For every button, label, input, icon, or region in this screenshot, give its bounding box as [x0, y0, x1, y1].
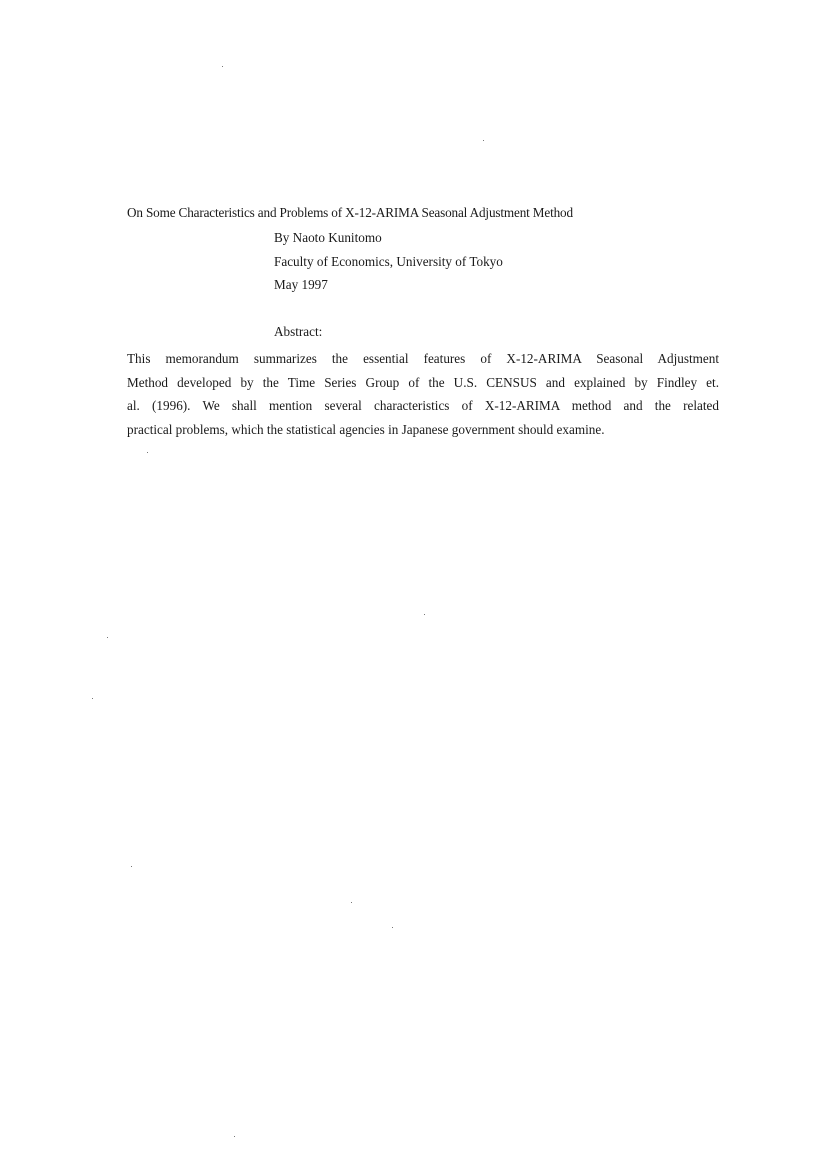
abstract-line: This memorandum summarizes the essential features of X-12-ARIMA Seasonal Adjustment: [127, 351, 719, 366]
scan-speck: [234, 1136, 235, 1137]
scan-speck: [147, 452, 148, 453]
scan-speck: [107, 637, 108, 638]
scan-speck: [424, 614, 425, 615]
abstract-heading: Abstract:: [274, 324, 323, 339]
author-line: By Naoto Kunitomo: [274, 230, 382, 245]
scan-speck: [222, 66, 223, 67]
abstract-line: practical problems, which the statistical agencies in Japanese government should examine.: [127, 421, 605, 437]
paper-title: On Some Characteristics and Problems of X-12-ARIMA Seasonal Adjustment Method: [127, 205, 573, 220]
abstract-line: Method developed by the Time Series Group of the U.S. CENSUS and explained by Findley et.: [127, 374, 719, 390]
abstract-line: al. (1996). We shall mention several characteristics of X-12-ARIMA method and the related: [127, 398, 719, 413]
scan-speck: [131, 866, 132, 867]
scan-speck: [92, 698, 93, 699]
scan-speck: [392, 927, 393, 928]
scan-speck: [483, 140, 484, 141]
date-line: May 1997: [274, 277, 328, 292]
affiliation-line: Faculty of Economics, University of Tokyo: [274, 254, 503, 269]
scan-speck: [351, 902, 352, 903]
abstract-body: [127, 347, 719, 441]
